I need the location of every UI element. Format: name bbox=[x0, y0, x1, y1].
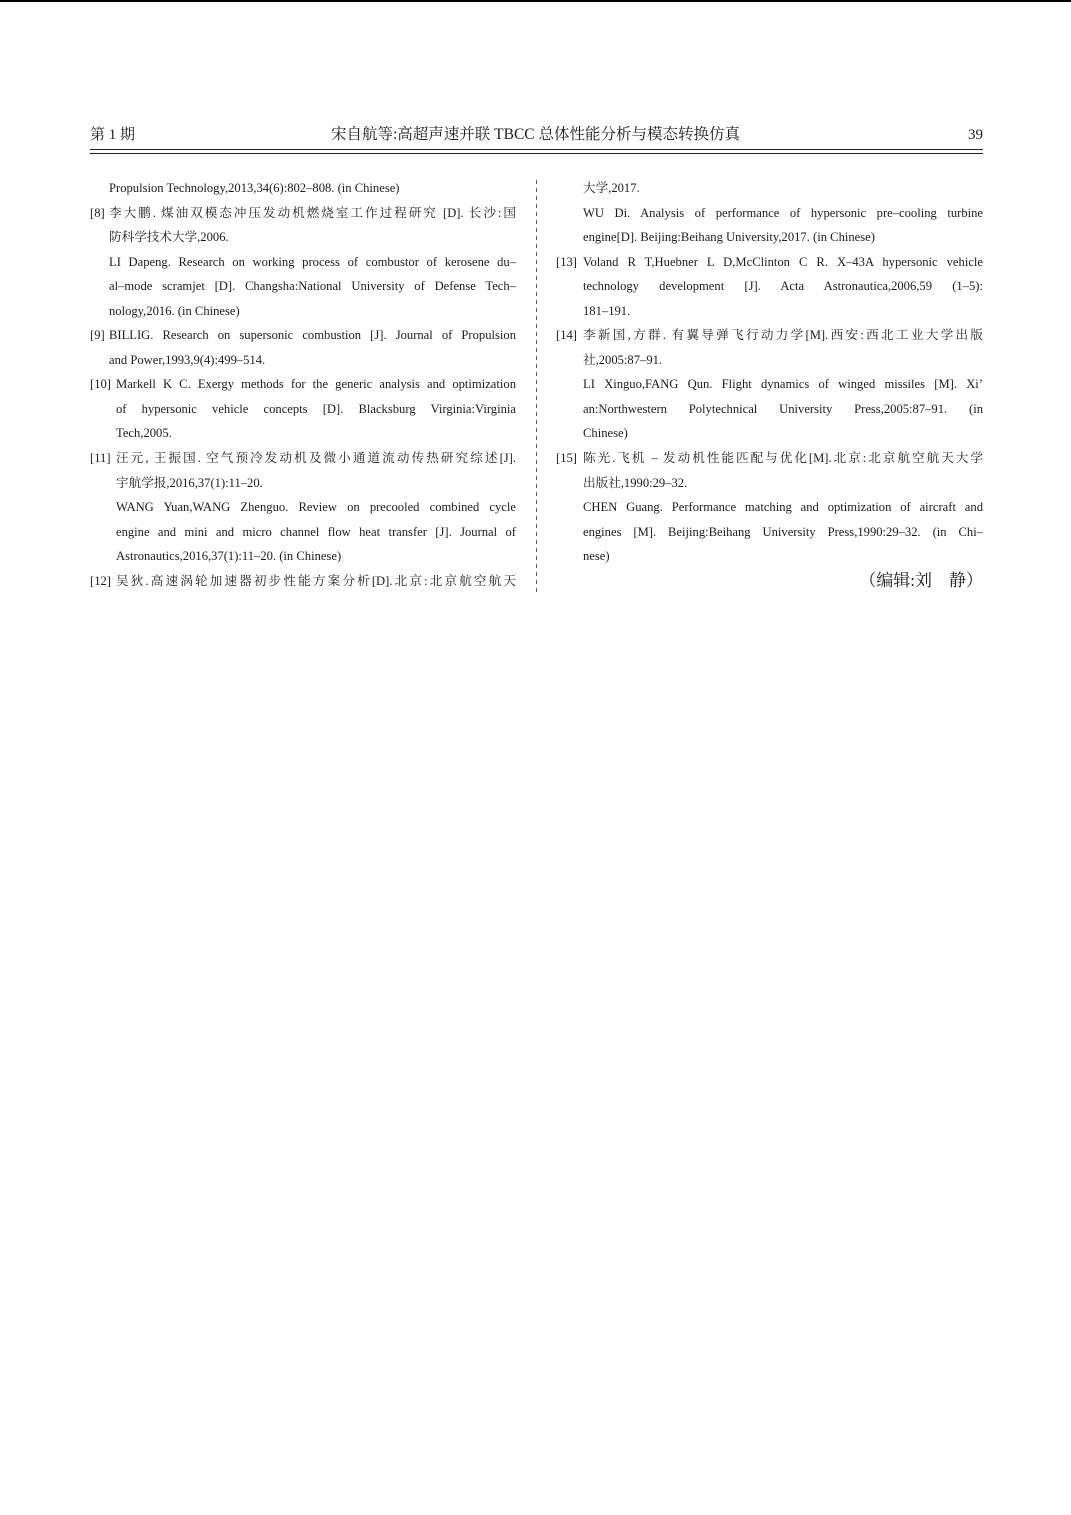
top-border bbox=[0, 0, 1071, 2]
editor-note: （编辑:刘 静） bbox=[859, 570, 983, 590]
reference-line: 吴狄.高速涡轮加速器初步性能方案分析[D].北京:北京航空航天 bbox=[116, 573, 516, 588]
reference-body bbox=[583, 250, 983, 324]
reference-body bbox=[109, 201, 516, 324]
reference-body bbox=[116, 569, 516, 594]
reference-entry bbox=[90, 372, 516, 446]
reference-line: 宇航学报,2016,37(1):11–20. bbox=[116, 475, 263, 490]
reference-number: [12] bbox=[90, 573, 111, 588]
reference-entry bbox=[556, 323, 983, 446]
reference-entry bbox=[90, 446, 516, 569]
references-left-column bbox=[90, 176, 516, 593]
reference-body bbox=[116, 372, 516, 446]
reference-line: 出版社,1990:29–32. bbox=[583, 475, 688, 490]
reference-line: 李大鹏. 煤油双模态冲压发动机燃烧室工作过程研究 [D]. 长沙:国 bbox=[109, 205, 516, 220]
reference-line: 防科学技术大学,2006. bbox=[109, 230, 229, 245]
page-number: 39 bbox=[968, 127, 983, 143]
reference-body bbox=[583, 323, 983, 446]
reference-line: al–mode scramjet [D]. Changsha:National University of Defense Tech– bbox=[109, 279, 516, 294]
running-title: 宋自航等:高超声速并联 TBCC 总体性能分析与模态转换仿真 bbox=[330, 126, 741, 143]
reference-line: Propulsion Technology,2013,34(6):802–808. (in Chinese) bbox=[109, 181, 400, 195]
issue-label: 第 1 期 bbox=[90, 127, 136, 143]
reference-body bbox=[583, 446, 983, 569]
reference-number: [11] bbox=[90, 451, 111, 466]
reference-line: of hypersonic vehicle concepts [D]. Blacksburg Virginia:Virginia bbox=[116, 401, 516, 416]
header-rule-thick bbox=[90, 149, 983, 150]
reference-entry bbox=[90, 323, 516, 372]
reference-line: an:Northwestern Polytechnical University Press,2005:87–91. (in bbox=[583, 401, 983, 416]
reference-line: Markell K C. Exergy methods for the generic analysis and optimization bbox=[116, 377, 516, 392]
reference-number: [9] bbox=[90, 328, 105, 343]
reference-entry bbox=[556, 250, 983, 324]
reference-number: [14] bbox=[556, 328, 577, 343]
reference-line: 社,2005:87–91. bbox=[583, 352, 663, 367]
reference-continuation bbox=[556, 176, 983, 250]
references-right-column bbox=[556, 176, 983, 593]
reference-entry bbox=[90, 201, 516, 324]
reference-line: nology,2016. (in Chinese) bbox=[109, 303, 240, 318]
reference-line: engine[D]. Beijing:Beihang University,2017. (in Chinese) bbox=[583, 230, 875, 245]
reference-body bbox=[109, 323, 516, 372]
reference-line: 大学,2017. bbox=[583, 181, 640, 195]
reference-line: 汪元, 王振国. 空气预冷发动机及微小通道流动传热研究综述[J]. bbox=[116, 451, 516, 466]
reference-body bbox=[116, 446, 516, 569]
reference-line: nese) bbox=[583, 549, 610, 564]
reference-line: BILLIG. Research on supersonic combustion [J]. Journal of Propulsion bbox=[109, 328, 516, 343]
reference-line: LI Xinguo,FANG Qun. Flight dynamics of winged missiles [M]. Xi’ bbox=[583, 377, 983, 392]
reference-line: engines [M]. Beijing:Beihang University Press,1990:29–32. (in Chi– bbox=[583, 524, 983, 539]
reference-line: WANG Yuan,WANG Zhenguo. Review on precooled combined cycle bbox=[116, 500, 516, 515]
reference-number: [8] bbox=[90, 205, 105, 220]
reference-number: [10] bbox=[90, 377, 111, 392]
reference-line: and Power,1993,9(4):499–514. bbox=[109, 352, 266, 367]
reference-line: Astronautics,2016,37(1):11–20. (in Chinese) bbox=[116, 549, 342, 564]
reference-entry bbox=[90, 569, 516, 594]
reference-entry bbox=[556, 446, 983, 569]
reference-line: WU Di. Analysis of performance of hypersonic pre–cooling turbine bbox=[583, 205, 983, 220]
reference-line: 李新国,方群. 有翼导弹飞行动力学[M].西安:西北工业大学出版 bbox=[583, 328, 983, 343]
reference-number: [15] bbox=[556, 451, 577, 466]
reference-line: Chinese) bbox=[583, 426, 628, 441]
reference-line: 181–191. bbox=[583, 303, 631, 318]
reference-body bbox=[583, 176, 983, 250]
reference-line: Voland R T,Huebner L D,McClinton C R. X–43A hypersonic vehicle bbox=[583, 254, 983, 269]
header-rule-thin bbox=[90, 153, 983, 154]
reference-line: CHEN Guang. Performance matching and optimization of aircraft and bbox=[583, 500, 983, 515]
reference-line: technology development [J]. Acta Astronautica,2006,59 (1–5): bbox=[583, 279, 983, 294]
column-divider bbox=[536, 180, 537, 594]
reference-line: engine and mini and micro channel flow heat transfer [J]. Journal of bbox=[116, 524, 516, 539]
reference-line: LI Dapeng. Research on working process of combustor of kerosene du– bbox=[109, 254, 516, 269]
reference-number: [13] bbox=[556, 254, 577, 269]
reference-line: 陈光.飞机 – 发动机性能匹配与优化[M].北京:北京航空航天大学 bbox=[583, 451, 983, 466]
reference-continuation bbox=[90, 176, 516, 201]
reference-body bbox=[109, 176, 516, 201]
reference-line: Tech,2005. bbox=[116, 426, 172, 441]
